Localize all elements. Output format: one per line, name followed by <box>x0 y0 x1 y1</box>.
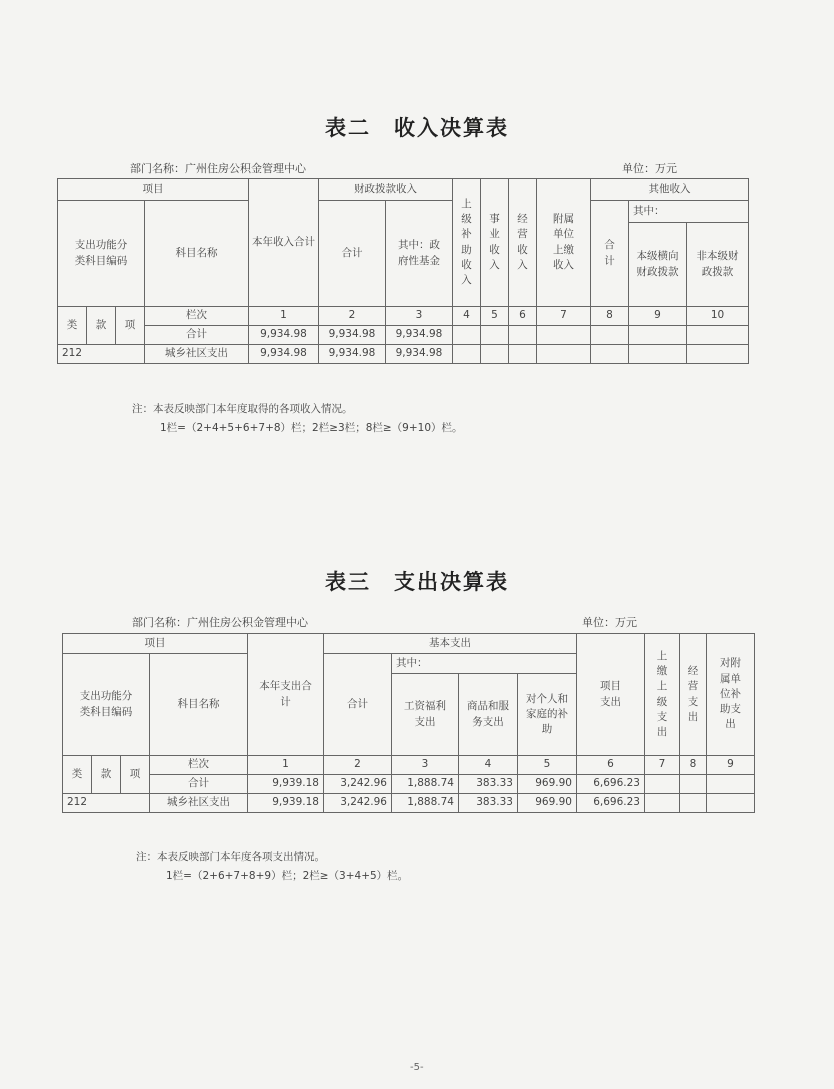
header-project-expense: 项目支出 <box>577 634 645 756</box>
cell-value <box>680 794 707 813</box>
col-num: 2 <box>319 307 386 326</box>
expense-note-line2: 1栏=（2+6+7+8+9）栏；2栏≥（3+4+5）栏。 <box>166 870 409 882</box>
row-name: 城乡社区支出 <box>145 345 249 364</box>
header-business-income: 事业收入 <box>481 179 509 307</box>
cell-value <box>591 345 629 364</box>
col-num: 1 <box>248 756 324 775</box>
header-affiliate-income: 附属单位上缴收入 <box>537 179 591 307</box>
expense-table-title: 表三 支出决算表 <box>325 569 509 594</box>
income-dept-name: 部门名称：广州住房公积金管理中心 <box>130 162 306 175</box>
header-fiscal-appropriation: 财政拨款收入 <box>319 179 453 201</box>
row-code: 212 <box>63 794 150 813</box>
header-superior-subsidy: 上级补助收入 <box>453 179 481 307</box>
cell-value <box>687 345 749 364</box>
cell-value <box>509 326 537 345</box>
cell-value <box>481 345 509 364</box>
header-kuan: 款 <box>92 756 121 794</box>
header-other-horizontal: 本级横向财政拨款 <box>629 223 687 307</box>
header-item: 项目 <box>63 634 248 654</box>
cell-value <box>509 345 537 364</box>
header-affiliate-subsidy: 对附属单位补助支出 <box>707 634 755 756</box>
header-xiang: 项 <box>121 756 150 794</box>
col-num: 6 <box>509 307 537 326</box>
col-num: 8 <box>591 307 629 326</box>
cell-value <box>707 775 755 794</box>
table-row <box>58 345 749 364</box>
cell-value <box>629 345 687 364</box>
cell-value <box>453 345 481 364</box>
col-num: 2 <box>324 756 392 775</box>
header-operating-income: 经营收入 <box>509 179 537 307</box>
cell-value <box>629 326 687 345</box>
header-other-qizhong: 其中： <box>629 201 749 223</box>
expense-unit: 单位：万元 <box>582 616 637 629</box>
page-number: -5- <box>410 1062 424 1073</box>
cell-value: 969.90 <box>518 775 577 794</box>
header-other-nonlocal: 非本级财政拨款 <box>687 223 749 307</box>
income-note <box>132 400 463 438</box>
row-name: 城乡社区支出 <box>150 794 248 813</box>
header-remit-superior: 上缴上级支出 <box>645 634 680 756</box>
row-name: 合计 <box>150 775 248 794</box>
cell-value: 383.33 <box>459 794 518 813</box>
col-num: 7 <box>537 307 591 326</box>
income-note-line1: 注：本表反映部门本年度取得的各项收入情况。 <box>132 403 353 415</box>
expense-dept-name: 部门名称：广州住房公积金管理中心 <box>132 616 308 629</box>
cell-value <box>645 794 680 813</box>
header-xiang: 项 <box>116 307 145 345</box>
cell-value: 969.90 <box>518 794 577 813</box>
income-note-line2: 1栏=（2+4+5+6+7+8）栏；2栏≥3栏；8栏≥（9+10）栏。 <box>160 422 463 434</box>
cell-value <box>537 345 591 364</box>
cell-value: 9,934.98 <box>249 345 319 364</box>
table-row <box>63 775 755 794</box>
col-num: 3 <box>392 756 459 775</box>
header-personal-subsidy: 对个人和家庭的补助 <box>518 674 577 756</box>
cell-value: 9,934.98 <box>249 326 319 345</box>
cell-value: 6,696.23 <box>577 794 645 813</box>
col-num: 6 <box>577 756 645 775</box>
header-item: 项目 <box>58 179 249 201</box>
row-name: 合计 <box>145 326 249 345</box>
col-num: 9 <box>707 756 755 775</box>
header-basic-qizhong: 其中： <box>392 654 577 674</box>
header-subject-name: 科目名称 <box>150 654 248 756</box>
col-num: 10 <box>687 307 749 326</box>
header-kuan: 款 <box>87 307 116 345</box>
cell-value <box>481 326 509 345</box>
cell-value: 383.33 <box>459 775 518 794</box>
col-num: 4 <box>453 307 481 326</box>
header-basic-sum: 合计 <box>324 654 392 756</box>
income-table <box>57 178 749 364</box>
col-num: 8 <box>680 756 707 775</box>
row-code: 212 <box>58 345 145 364</box>
table-row <box>58 326 749 345</box>
col-num: 7 <box>645 756 680 775</box>
cell-value: 6,696.23 <box>577 775 645 794</box>
expense-table <box>62 633 755 813</box>
header-other-sum: 合计 <box>591 201 629 307</box>
expense-note <box>136 848 408 886</box>
cell-value: 3,242.96 <box>324 775 392 794</box>
cell-value <box>645 775 680 794</box>
cell-value: 3,242.96 <box>324 794 392 813</box>
header-lei: 类 <box>63 756 92 794</box>
cell-value <box>707 794 755 813</box>
header-total-expense: 本年支出合计 <box>248 634 324 756</box>
cell-value <box>687 326 749 345</box>
cell-value: 9,934.98 <box>319 345 386 364</box>
header-subject-name: 科目名称 <box>145 201 249 307</box>
cell-value: 9,939.18 <box>248 794 324 813</box>
table-row <box>63 794 755 813</box>
cell-value <box>537 326 591 345</box>
header-gov-fund: 其中：政府性基金 <box>386 201 453 307</box>
cell-value: 1,888.74 <box>392 794 459 813</box>
header-wage: 工资福利支出 <box>392 674 459 756</box>
col-num: 4 <box>459 756 518 775</box>
header-lanci: 栏次 <box>150 756 248 775</box>
col-num: 5 <box>518 756 577 775</box>
col-num: 1 <box>249 307 319 326</box>
header-function-code: 支出功能分类科目编码 <box>63 654 150 756</box>
header-function-code: 支出功能分类科目编码 <box>58 201 145 307</box>
header-goods-services: 商品和服务支出 <box>459 674 518 756</box>
header-lei: 类 <box>58 307 87 345</box>
cell-value: 1,888.74 <box>392 775 459 794</box>
expense-note-line1: 注：本表反映部门本年度各项支出情况。 <box>136 851 325 863</box>
cell-value <box>453 326 481 345</box>
header-lanci: 栏次 <box>145 307 249 326</box>
header-basic-expense: 基本支出 <box>324 634 577 654</box>
header-operating-expense: 经营支出 <box>680 634 707 756</box>
income-table-title: 表二 收入决算表 <box>325 115 509 140</box>
header-other-income: 其他收入 <box>591 179 749 201</box>
cell-value <box>591 326 629 345</box>
cell-value: 9,934.98 <box>386 345 453 364</box>
col-num: 9 <box>629 307 687 326</box>
cell-value: 9,939.18 <box>248 775 324 794</box>
header-fiscal-sum: 合计 <box>319 201 386 307</box>
col-num: 3 <box>386 307 453 326</box>
cell-value: 9,934.98 <box>386 326 453 345</box>
cell-value: 9,934.98 <box>319 326 386 345</box>
header-total-income: 本年收入合计 <box>249 179 319 307</box>
income-unit: 单位：万元 <box>622 162 677 175</box>
cell-value <box>680 775 707 794</box>
col-num: 5 <box>481 307 509 326</box>
